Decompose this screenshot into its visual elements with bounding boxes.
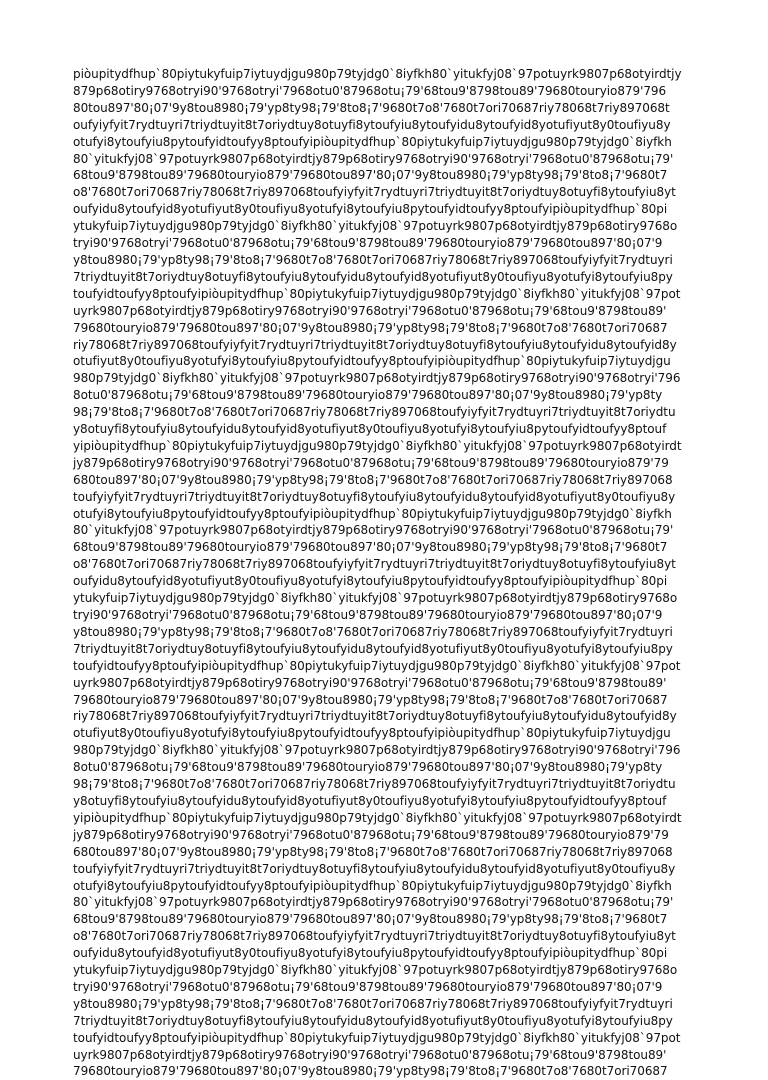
text-line: tryi90'9768otryi'7968otu0'87968otu¡79'68tou9'8798tou89'79680touryio879'79680tou897'80¡07'9 bbox=[73, 608, 663, 622]
text-line: 80`yitukfyj08`97potuyrk9807p68otyirdtjy879p68otiry9768otryi90'9768otryi'7968otu0'87968otu¡79' bbox=[73, 895, 674, 910]
text-line: otufiyut8y0toufiyu8yotufyi8ytoufyiu8pytoufyidtoufyy8ptoufyipiòupitydfhup`80piytukyfuip7iytuydjgu bbox=[73, 354, 671, 369]
text-line: 7triydtuyit8t7oriydtuy8otuyfi8ytoufyiu8ytoufyidu8ytoufyid8yotufiyut8y0toufiyu8yotufyi8ytoufyiu8py bbox=[73, 269, 673, 284]
document-body bbox=[73, 66, 698, 1080]
text-line: o8'7680t7ori70687riy78068t7riy897068toufyiyfyit7rydtuyri7triydtuyit8t7oriydtuy8otuyfi8ytoufyiu8yt bbox=[73, 929, 676, 944]
text-line: toufyidtoufyy8ptoufyipiòupitydfhup`80piytukyfuip7iytuydjgu980p79tyjdg0`8iyfkh80`yitukfyj08`97pot bbox=[73, 1030, 681, 1045]
text-line: y8tou8980¡79'yp8ty98¡79'8to8¡7'9680t7o8'7680t7ori70687riy78068t7riy897068toufyiyfyit7rydtuyri bbox=[73, 996, 673, 1011]
text-line: y8otuyfi8ytoufyiu8ytoufyidu8ytoufyid8yotufiyut8y0toufiyu8yotufyi8ytoufyiu8pytoufyidtoufyy8ptouf bbox=[73, 422, 667, 437]
text-line: y8tou8980¡79'yp8ty98¡79'8to8¡7'9680t7o8'7680t7ori70687riy78068t7riy897068toufyiyfyit7rydtuyri bbox=[73, 624, 673, 639]
text-line: 980p79tyjdg0`8iyfkh80`yitukfyj08`97potuyrk9807p68otyirdtjy879p68otiry9768otryi90'9768otryi'796 bbox=[73, 743, 681, 758]
text-line: toufyidtoufyy8ptoufyipiòupitydfhup`80piytukyfuip7iytuydjgu980p79tyjdg0`8iyfkh80`yitukfyj08`97pot bbox=[73, 286, 681, 301]
text-line: uyrk9807p68otyirdtjy879p68otiry9768otryi90'9768otryi'7968otu0'87968otu¡79'68tou9'8798tou89' bbox=[73, 1047, 667, 1062]
text-line: 79680touryio879'79680tou897'80¡07'9y8tou8980¡79'yp8ty98¡79'8to8¡7'9680t7o8'7680t7ori70687 bbox=[73, 1064, 668, 1079]
text-line: jy879p68otiry9768otryi90'9768otryi'7968otu0'87968otu¡79'68tou9'8798tou89'79680touryio879'79 bbox=[73, 455, 669, 470]
text-line: 68tou9'8798tou89'79680touryio879'79680tou897'80¡07'9y8tou8980¡79'yp8ty98¡79'8to8¡7'9680t7 bbox=[73, 912, 668, 927]
text-line: uyrk9807p68otyirdtjy879p68otiry9768otryi90'9768otryi'7968otu0'87968otu¡79'68tou9'8798tou89' bbox=[73, 303, 667, 318]
text-line: o8'7680t7ori70687riy78068t7riy897068toufyiyfyit7rydtuyri7triydtuyit8t7oriydtuy8otuyfi8ytoufyiu8yt bbox=[73, 185, 676, 200]
text-line: oufyidu8ytoufyid8yotufiyut8y0toufiyu8yotufyi8ytoufyiu8pytoufyidtoufyy8ptoufyipiòupitydfhup`80pi bbox=[73, 946, 668, 961]
text-line: toufyiyfyit7rydtuyri7triydtuyit8t7oriydtuy8otuyfi8ytoufyiu8ytoufyidu8ytoufyid8yotufiyut8y0toufiyu8y bbox=[73, 861, 676, 876]
text-line: 98¡79'8to8¡7'9680t7o8'7680t7ori70687riy78068t7riy897068toufyiyfyit7rydtuyri7triydtuyit8t7oriydtu bbox=[73, 777, 676, 792]
text-line: ytukyfuip7iytuydjgu980p79tyjdg0`8iyfkh80`yitukfyj08`97potuyrk9807p68otyirdtjy879p68otiry9768o bbox=[73, 591, 678, 606]
text-line: 980p79tyjdg0`8iyfkh80`yitukfyj08`97potuyrk9807p68otyirdtjy879p68otiry9768otryi90'9768otryi'796 bbox=[73, 371, 681, 386]
text-line: otufyi8ytoufyiu8pytoufyidtoufyy8ptoufyipiòupitydfhup`80piytukyfuip7iytuydjgu980p79tyjdg0`8iyfkh bbox=[73, 134, 672, 149]
text-line: piòupitydfhup`80piytukyfuip7iytuydjgu980p79tyjdg0`8iyfkh80`yitukfyj08`97potuyrk9807p68otyirdtjy bbox=[73, 67, 682, 81]
text-line: 80`yitukfyj08`97potuyrk9807p68otyirdtjy879p68otiry9768otryi90'9768otryi'7968otu0'87968otu¡79' bbox=[73, 523, 674, 538]
text-line: 79680touryio879'79680tou897'80¡07'9y8tou8980¡79'yp8ty98¡79'8to8¡7'9680t7o8'7680t7ori70687 bbox=[73, 320, 668, 335]
text-line: riy78068t7riy897068toufyiyfyit7rydtuyri7triydtuyit8t7oriydtuy8otuyfi8ytoufyiu8ytoufyidu8ytoufyid8y bbox=[73, 337, 677, 352]
text-line: 7triydtuyit8t7oriydtuy8otuyfi8ytoufyiu8ytoufyidu8ytoufyid8yotufiyut8y0toufiyu8yotufyi8ytoufyiu8py bbox=[73, 1013, 673, 1028]
text-line: 8otu0'87968otu¡79'68tou9'8798tou89'79680touryio879'79680tou897'80¡07'9y8tou8980¡79'yp8ty bbox=[73, 760, 663, 775]
text-line: otufiyut8y0toufiyu8yotufyi8ytoufyiu8pytoufyidtoufyy8ptoufyipiòupitydfhup`80piytukyfuip7iytuydjgu bbox=[73, 726, 671, 741]
text-line: 68tou9'8798tou89'79680touryio879'79680tou897'80¡07'9y8tou8980¡79'yp8ty98¡79'8to8¡7'9680t7 bbox=[73, 168, 668, 183]
text-line: yipiòupitydfhup`80piytukyfuip7iytuydjgu980p79tyjdg0`8iyfkh80`yitukfyj08`97potuyrk9807p68otyirdt bbox=[73, 810, 682, 825]
text-line: oufyidu8ytoufyid8yotufiyut8y0toufiyu8yotufyi8ytoufyiu8pytoufyidtoufyy8ptoufyipiòupitydfhup`80pi bbox=[73, 202, 668, 217]
text-line: 7triydtuyit8t7oriydtuy8otuyfi8ytoufyiu8ytoufyidu8ytoufyid8yotufiyut8y0toufiyu8yotufyi8ytoufyiu8py bbox=[73, 641, 673, 656]
text-line: 680tou897'80¡07'9y8tou8980¡79'yp8ty98¡79'8to8¡7'9680t7o8'7680t7ori70687riy78068t7riy897068 bbox=[73, 472, 673, 487]
text-line: 8otu0'87968otu¡79'68tou9'8798tou89'79680touryio879'79680tou897'80¡07'9y8tou8980¡79'yp8ty bbox=[73, 388, 663, 403]
text-line: 680tou897'80¡07'9y8tou8980¡79'yp8ty98¡79'8to8¡7'9680t7o8'7680t7ori70687riy78068t7riy897068 bbox=[73, 844, 673, 859]
text-line: otufyi8ytoufyiu8pytoufyidtoufyy8ptoufyipiòupitydfhup`80piytukyfuip7iytuydjgu980p79tyjdg0`8iyfkh bbox=[73, 878, 672, 893]
text-line: o8'7680t7ori70687riy78068t7riy897068toufyiyfyit7rydtuyri7triydtuyit8t7oriydtuy8otuyfi8ytoufyiu8yt bbox=[73, 557, 676, 572]
text-line: ytukyfuip7iytuydjgu980p79tyjdg0`8iyfkh80`yitukfyj08`97potuyrk9807p68otyirdtjy879p68otiry9768o bbox=[73, 219, 678, 234]
text-line: 79680touryio879'79680tou897'80¡07'9y8tou8980¡79'yp8ty98¡79'8to8¡7'9680t7o8'7680t7ori70687 bbox=[73, 692, 668, 707]
text-line: tryi90'9768otryi'7968otu0'87968otu¡79'68tou9'8798tou89'79680touryio879'79680tou897'80¡07'9 bbox=[73, 236, 663, 251]
text-line: riy78068t7riy897068toufyiyfyit7rydtuyri7triydtuyit8t7oriydtuy8otuyfi8ytoufyiu8ytoufyidu8ytoufyid8y bbox=[73, 709, 677, 724]
text-line: 80tou897'80¡07'9y8tou8980¡79'yp8ty98¡79'8to8¡7'9680t7o8'7680t7ori70687riy78068t7riy897068t bbox=[73, 100, 670, 115]
text-line: 98¡79'8to8¡7'9680t7o8'7680t7ori70687riy78068t7riy897068toufyiyfyit7rydtuyri7triydtuyit8t7oriydtu bbox=[73, 405, 676, 420]
text-line: oufyiyfyit7rydtuyri7triydtuyit8t7oriydtuy8otuyfi8ytoufyiu8ytoufyidu8ytoufyid8yotufiyut8y0toufiyu8y bbox=[73, 117, 671, 132]
text-line: y8tou8980¡79'yp8ty98¡79'8to8¡7'9680t7o8'7680t7ori70687riy78068t7riy897068toufyiyfyit7rydtuyri bbox=[73, 252, 673, 267]
text-line: uyrk9807p68otyirdtjy879p68otiry9768otryi90'9768otryi'7968otu0'87968otu¡79'68tou9'8798tou89' bbox=[73, 675, 667, 690]
text-line: ytukyfuip7iytuydjgu980p79tyjdg0`8iyfkh80`yitukfyj08`97potuyrk9807p68otyirdtjy879p68otiry9768o bbox=[73, 963, 678, 978]
text-line: 879p68otiry9768otryi90'9768otryi'7968otu0'87968otu¡79'68tou9'8798tou89'79680touryio879'796 bbox=[73, 83, 667, 98]
text-line: y8otuyfi8ytoufyiu8ytoufyidu8ytoufyid8yotufiyut8y0toufiyu8yotufyi8ytoufyiu8pytoufyidtoufyy8ptouf bbox=[73, 793, 667, 808]
text-line: toufyiyfyit7rydtuyri7triydtuyit8t7oriydtuy8otuyfi8ytoufyiu8ytoufyidu8ytoufyid8yotufiyut8y0toufiyu8y bbox=[73, 489, 676, 504]
text-line: otufyi8ytoufyiu8pytoufyidtoufyy8ptoufyipiòupitydfhup`80piytukyfuip7iytuydjgu980p79tyjdg0`8iyfkh bbox=[73, 506, 672, 521]
text-line: toufyidtoufyy8ptoufyipiòupitydfhup`80piytukyfuip7iytuydjgu980p79tyjdg0`8iyfkh80`yitukfyj08`97pot bbox=[73, 658, 681, 673]
text-line: tryi90'9768otryi'7968otu0'87968otu¡79'68tou9'8798tou89'79680touryio879'79680tou897'80¡07'9 bbox=[73, 979, 663, 994]
text-line: yipiòupitydfhup`80piytukyfuip7iytuydjgu980p79tyjdg0`8iyfkh80`yitukfyj08`97potuyrk9807p68otyirdt bbox=[73, 438, 682, 453]
text-line: jy879p68otiry9768otryi90'9768otryi'7968otu0'87968otu¡79'68tou9'8798tou89'79680touryio879'79 bbox=[73, 827, 669, 842]
text-line: 68tou9'8798tou89'79680touryio879'79680tou897'80¡07'9y8tou8980¡79'yp8ty98¡79'8to8¡7'9680t7 bbox=[73, 540, 668, 555]
text-line: oufyidu8ytoufyid8yotufiyut8y0toufiyu8yotufyi8ytoufyiu8pytoufyidtoufyy8ptoufyipiòupitydfhup`80pi bbox=[73, 574, 668, 589]
text-line: 80`yitukfyj08`97potuyrk9807p68otyirdtjy879p68otiry9768otryi90'9768otryi'7968otu0'87968otu¡79' bbox=[73, 151, 674, 166]
